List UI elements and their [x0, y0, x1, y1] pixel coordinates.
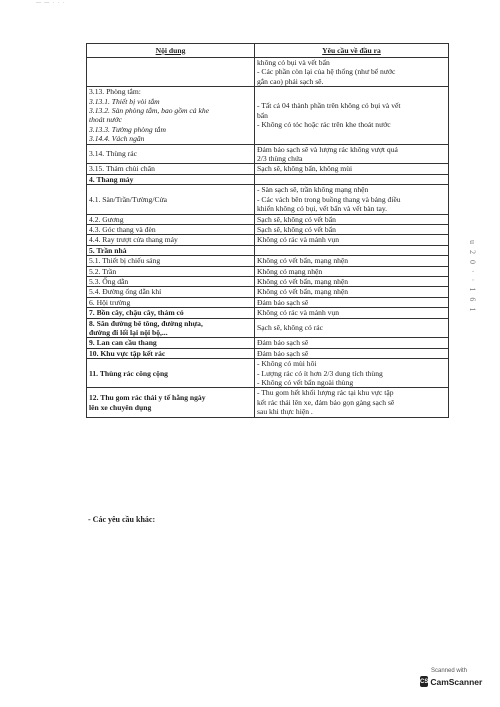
content-line: 3.15. Thảm chùi chân [89, 164, 155, 174]
content-cell [87, 245, 255, 255]
requirement-cell [255, 318, 449, 338]
requirement-line: Sạch sẽ, không có rác [257, 323, 324, 333]
requirement-cell [255, 87, 449, 144]
table-header-row [87, 44, 449, 58]
camscanner-watermark [420, 668, 483, 696]
requirement-line: Không có rác và mảnh vụn [257, 235, 340, 245]
content-cell [87, 87, 255, 144]
requirement-line: khiển không có bụi, vết bẩn và vết bàn tay. [257, 204, 388, 214]
table-row [87, 266, 449, 276]
top-mark: — — · · · [36, 1, 65, 6]
content-cell [87, 214, 255, 224]
table-row [87, 348, 449, 358]
table-row [87, 308, 449, 318]
content-cell [87, 235, 255, 245]
table-row [87, 388, 449, 417]
requirement-line: Không có vết bẩn, mạng nhện [257, 256, 349, 266]
requirement-cell [255, 224, 449, 234]
content-line: 4.1. Sàn/Trần/Tường/Cửa [89, 194, 167, 204]
header-output-requirements: Yêu cầu về đầu ra [255, 44, 449, 58]
content-cell [87, 338, 255, 348]
table-row [87, 359, 449, 388]
requirement-line: Đảm bảo sạch sẽ [257, 297, 309, 307]
table-row [87, 276, 449, 286]
content-cell [87, 287, 255, 297]
requirement-cell [255, 308, 449, 318]
content-line: 3.13.3. Tường phòng tắm [89, 124, 166, 134]
content-line: 5.2. Trần [89, 266, 117, 276]
requirement-line: Đảm bảo sạch sẽ [257, 348, 309, 358]
requirement-cell [255, 276, 449, 286]
requirement-cell [255, 388, 449, 417]
content-cell [87, 348, 255, 358]
requirement-line: Sạch sẽ, không có vết bẩn [257, 224, 336, 234]
table-row [87, 164, 449, 174]
requirement-line: Không có rác và mảnh vụn [257, 308, 340, 318]
requirement-line: - Không có tóc hoặc rác trên khe thoát nước [257, 120, 391, 130]
requirement-cell [255, 266, 449, 276]
requirement-cell [255, 164, 449, 174]
content-cell [87, 185, 255, 214]
content-line: 8. Sân đường bê tông, đường nhựa, [89, 318, 203, 328]
content-line: 7. Bồn cây, chậu cây, thảm cỏ [89, 308, 184, 318]
content-line: thoát nước [89, 115, 122, 125]
requirement-cell [255, 287, 449, 297]
table-row [87, 214, 449, 224]
content-line: 3.14.4. Vách ngăn [89, 134, 145, 144]
camscanner-brand [420, 676, 483, 687]
content-cell [87, 297, 255, 307]
camscanner-icon: CS [420, 676, 428, 687]
requirement-cell [255, 245, 449, 255]
requirement-line: kết rác thải lên xe, đảm bảo gọn gàng sạch sẽ [257, 397, 395, 407]
table-row [87, 235, 449, 245]
content-line: 3.13. Phòng tắm: [89, 87, 141, 97]
requirement-line: - Các phần còn lại của hệ thống (như bể nước [257, 67, 396, 77]
requirement-line: Không có vết bẩn, mạng nhện [257, 287, 349, 297]
table-row [87, 256, 449, 266]
content-line: 11. Thùng rác công cộng [89, 368, 168, 378]
side-mark: u 2 0 · · 1 6 1 [468, 240, 477, 314]
content-cell [87, 266, 255, 276]
content-line: 5.4. Đường ống dẫn khí [89, 287, 162, 297]
table-row [87, 144, 449, 164]
content-line: 12. Thu gom rác thải y tế hằng ngày [89, 393, 206, 403]
requirement-line: - Lượng rác có ít hơn 2/3 dung tích thùng [257, 368, 383, 378]
scanned-with-label: Scanned with [430, 668, 468, 674]
content-cell [87, 256, 255, 266]
content-cell [87, 308, 255, 318]
requirement-cell [255, 235, 449, 245]
requirement-cell [255, 144, 449, 164]
content-cell [87, 359, 255, 388]
header-content: Nội dung [87, 44, 255, 58]
content-line: 5.3. Ống dẫn [89, 276, 129, 286]
content-cell [87, 388, 255, 417]
requirement-line: gắn cao) phải sạch sẽ. [257, 76, 324, 86]
requirement-line: Đảm bảo sạch sẽ [257, 338, 309, 348]
table-row [87, 287, 449, 297]
requirement-line: - Thu gom hết khối lượng rác tại khu vực tập [257, 388, 394, 398]
content-cell [87, 318, 255, 338]
other-requirements-heading: - Các yêu cầu khác: [88, 515, 156, 524]
requirement-cell [255, 185, 449, 214]
table-row [87, 318, 449, 338]
requirement-line: - Các vách bên trong buồng thang và bảng điều [257, 194, 401, 204]
table-row [87, 245, 449, 255]
content-line: 5. Trần nhà [89, 245, 127, 255]
table-row [87, 185, 449, 214]
content-line: 4. Thang máy [89, 174, 134, 184]
camscanner-brand-text: CamScanner [430, 676, 483, 687]
requirement-line: Không có vết bẩn, mạng nhện [257, 276, 349, 286]
table-row [87, 338, 449, 348]
requirement-cell [255, 256, 449, 266]
content-cell [87, 164, 255, 174]
requirement-line: - Không có mùi hôi [257, 359, 317, 369]
requirement-line: Sạch sẽ, không bẩn, không mùi [257, 164, 353, 174]
content-line: 4.2. Gương [89, 214, 124, 224]
requirement-cell [255, 348, 449, 358]
content-line: 3.14. Thùng rác [89, 149, 137, 159]
table-row [87, 297, 449, 307]
content-line: 4.3. Góc thang và đèn [89, 224, 156, 234]
content-line: 3.13.1. Thiết bị vòi tắm [89, 96, 160, 106]
table-body [87, 58, 449, 418]
table-row [87, 224, 449, 234]
content-line: 5.1. Thiết bị chiếu sáng [89, 256, 161, 266]
requirement-line: - Tất cả 04 thành phần trên không có bụi và vết [257, 101, 401, 111]
requirement-cell [255, 214, 449, 224]
requirement-line: 2/3 thùng chứa [257, 154, 303, 164]
content-cell [87, 58, 255, 87]
requirement-line: - Sàn sạch sẽ, trần không mạng nhện [257, 185, 369, 195]
requirement-line: Sạch sẽ, không có vết bẩn [257, 214, 336, 224]
table-row [87, 58, 449, 87]
requirement-line: bẩn [257, 110, 268, 120]
requirement-line: không có bụi và vết bẩn [257, 58, 330, 67]
requirement-cell [255, 297, 449, 307]
requirement-cell [255, 338, 449, 348]
content-cell [87, 224, 255, 234]
table-row [87, 174, 449, 184]
content-line: 9. Lan can cầu thang [89, 338, 157, 348]
content-cell [87, 174, 255, 184]
content-cell [87, 276, 255, 286]
table-row [87, 87, 449, 144]
content-cell [87, 144, 255, 164]
requirement-line: Không có mạng nhện [257, 266, 323, 276]
requirement-cell [255, 174, 449, 184]
requirement-cell [255, 359, 449, 388]
requirement-cell [255, 58, 449, 87]
content-line: 3.13.2. Sàn phòng tắm, bao gồm cả khe [89, 106, 210, 116]
content-line: 4.4. Ray trượt cửa thang máy [89, 235, 178, 245]
content-line: lên xe chuyên dụng [89, 402, 152, 412]
requirements-table [86, 43, 449, 418]
content-line: 6. Hội trường [89, 297, 131, 307]
requirement-line: Đảm bảo sạch sẽ và lượng rác không vượt quá [257, 144, 398, 154]
content-line: 10. Khu vực tập kết rác [89, 348, 166, 358]
content-line: đường đi lối lại nội bộ,... [89, 327, 168, 337]
requirement-line: sau khi thực hiện . [257, 407, 313, 417]
requirement-line: - Không có vết bẩn ngoài thùng [257, 378, 354, 387]
